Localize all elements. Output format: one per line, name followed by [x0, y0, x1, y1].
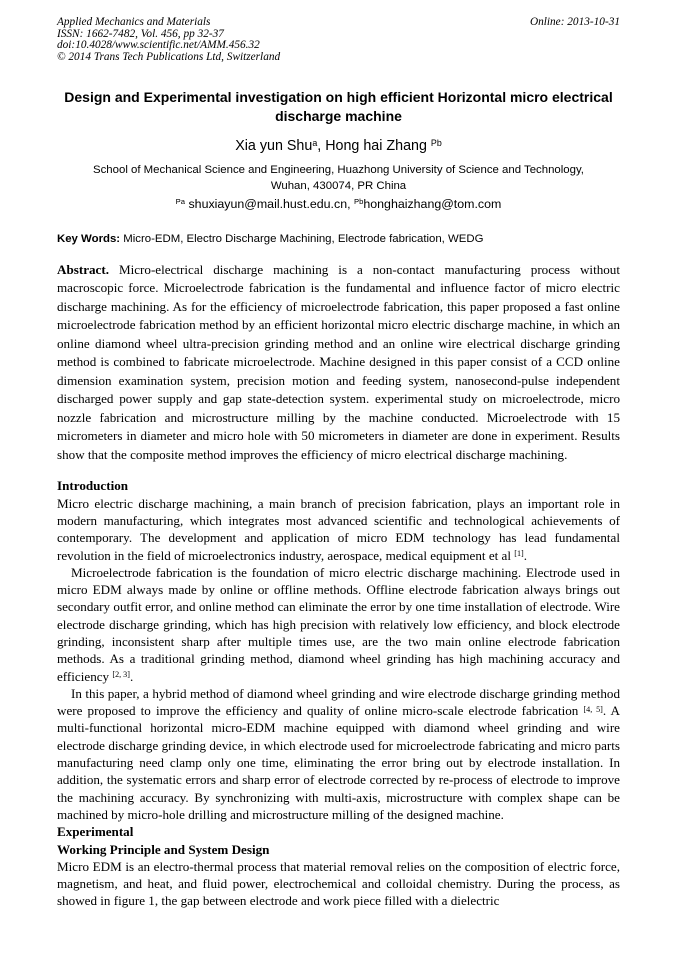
- body-paragraph: [57, 685, 620, 823]
- text-segment: shuxiayun@mail.hust.edu.cn,: [185, 196, 354, 211]
- journal-metadata: [57, 17, 280, 64]
- text-segment: .: [129, 668, 134, 684]
- abstract-text: Micro-electrical discharge machining is a non-contact manufacturing process without macroscopic force. Microelectrode fabrication is the fundamental and influence factor of micro electric discharge machining. As for the efficiency of microelectrode fabrication, this paper proposed a fast online microelectrode fabrication method by an efficient horizontal micro electric discharge machine, in which an online diamond wheel ultra-precision grinding method and an online wire electrical discharge grinding method is combined to fabricate microelectrode. Machine designed in this paper consist of a CCD online dimension examination system, precision motion and feeding system, nanosecond-pulse independent discharged power supply and gap state-detection system. experimental study on microelectrode, micro nozzle fabrication and microstructure milling by the machine conducted. Microelectrode with 15 micrometers in diameter and micro hole with 50 micrometers in diameter are done in experiment. Results show that the composite method improves the efficiency of micro electrical discharge machining.: [57, 261, 620, 462]
- text-segment: .: [523, 547, 528, 563]
- affiliation-line-2: Wuhan, 430074, PR China: [270, 179, 407, 192]
- keywords-line: [57, 232, 620, 247]
- body-paragraph: [57, 495, 620, 564]
- paper-title: Design and Experimental investigation on high efficient Horizontal micro electrical discharge machine: [64, 88, 613, 124]
- citation-superscript: [4, 5]: [583, 704, 603, 714]
- citation-superscript: a: [312, 137, 318, 148]
- text-segment: Micro electric discharge machining, a main branch of precision fabrication, plays an important role in modern manufacturing, which integrates most advanced scientific and technological achievements of contemporary. The development and application of micro EDM technology has lead fundamental revolution in the field of microelectronics industry, aerospace, medical equipment et al: [57, 495, 620, 563]
- text-segment: , Hong hai Zhang: [317, 137, 431, 154]
- citation-superscript: Pb: [353, 197, 364, 207]
- text-segment: honghaizhang@tom.com: [363, 196, 502, 211]
- text-segment: In this paper, a hybrid method of diamond wheel grinding and wire electrode discharge grinding method were proposed to improve the efficiency and quality of online micro-scale electrode fabrication: [57, 685, 620, 719]
- doi-line: doi:10.4028/www.scientific.net/AMM.456.32: [57, 39, 260, 52]
- body-sections: [57, 477, 620, 909]
- authors-line: [57, 137, 620, 156]
- emails-line: [57, 197, 620, 212]
- body-paragraph: [57, 858, 620, 910]
- affiliation-block: [57, 162, 620, 194]
- affiliation-line-1: School of Mechanical Science and Engineering, Huazhong University of Science and Technology,: [93, 163, 584, 176]
- section-heading: Working Principle and System Design: [57, 841, 270, 857]
- page-header: [57, 17, 620, 64]
- section-heading: Introduction: [57, 478, 129, 494]
- journal-name: Applied Mechanics and Materials: [57, 16, 211, 28]
- keywords-label: Key Words:: [57, 232, 121, 245]
- section-heading: Experimental: [57, 824, 134, 840]
- citation-superscript: Pa: [175, 197, 186, 207]
- issn-line: ISSN: 1662-7482, Vol. 456, pp 32-37: [57, 27, 224, 40]
- abstract-label: Abstract.: [57, 261, 109, 277]
- body-paragraph: [57, 564, 620, 685]
- text-segment: Micro EDM is an electro-thermal process that material removal relies on the composition of electric force, magnetism, and heat, and fluid power, electrochemical and colloidal chemistry. During the process, as showed in figure 1, the gap between electrode and work piece filled with a dielectric: [57, 858, 620, 909]
- copyright-line: © 2014 Trans Tech Publications Ltd, Switzerland: [57, 51, 281, 64]
- citation-superscript: [2, 3]: [112, 669, 130, 679]
- text-segment: Microelectrode fabrication is the foundation of micro electric discharge machining. Electrode used in micro EDM always made by online or offline methods. Offline electrode fabrication always brings out secondary outfit error, and online method can eliminate the error by one time installation of electrode. Wire electrode discharge grinding, which has high precision with relatively low efficiency, and block electrode grinding, inconsistent sharp after multiple times use, are the two main online electrode fabrication methods. As a traditional grinding method, diamond wheel grinding has high machining accuracy and efficiency: [57, 564, 620, 684]
- citation-superscript: [1]: [514, 548, 524, 558]
- online-date: Online: 2013-10-31: [529, 16, 620, 28]
- citation-superscript: Pb: [430, 137, 442, 148]
- text-segment: . A multi-functional horizontal micro-EDM machine equipped with diamond wheel grinding and wire electrode discharge grinding device, in which electrode used for microelectrode fabricating and micro parts manufacturing need clamp only one time, eliminating the error bring out by electrode installation. In addition, the systematic errors and sharp error of electrode corrected by re-process of electrode to improve the machining accuracy. By synchronizing with multi-axis, microstructure with complex shape can be machined by micro-hole drilling and microstructure milling of the designed machine.: [57, 703, 620, 822]
- abstract-paragraph: [57, 261, 620, 465]
- text-segment: Xia yun Shu: [235, 137, 313, 154]
- keywords-text: Micro-EDM, Electro Discharge Machining, Electrode fabrication, WEDG: [120, 232, 484, 245]
